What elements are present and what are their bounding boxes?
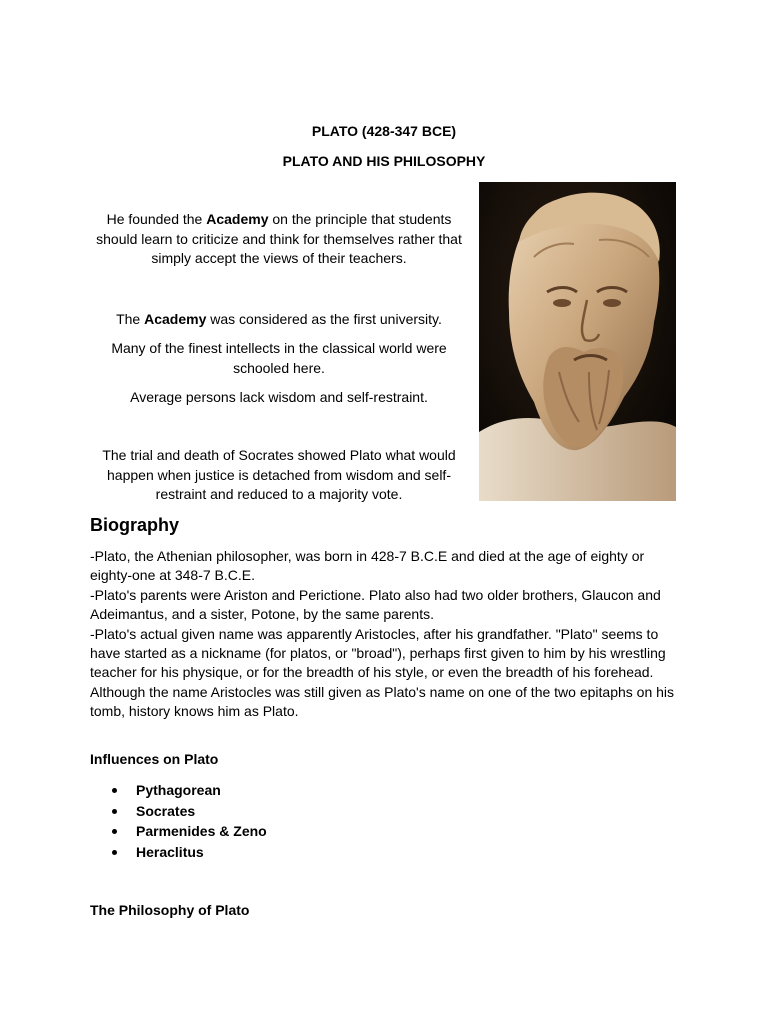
influences-list: [90, 780, 267, 862]
plato-bust-image: [479, 182, 676, 501]
bullet-icon: [112, 850, 117, 855]
document-title: PLATO (428-347 BCE): [311, 123, 457, 139]
biography-heading: Biography: [90, 515, 180, 535]
intro-first-university: The Academy was considered as the first university.: [116, 311, 442, 327]
plato-bust-illustration: [479, 182, 676, 501]
bullet-icon: [112, 788, 117, 793]
intro-wisdom: Average persons lack wisdom and self-restraint.: [130, 389, 428, 405]
biography-text: [90, 547, 685, 722]
intro-socrates-trial: The trial and death of Socrates showed Plato what would happen when justice is detached from wisdom and self-restraint and reduced to a majority vote.: [102, 447, 456, 502]
document-subtitle: PLATO AND HIS PHILOSOPHY: [282, 153, 486, 169]
list-item: Heraclitus: [90, 842, 267, 863]
biography-paragraph: -Plato, the Athenian philosopher, was born in 428-7 B.C.E and died at the age of eighty or eighty-one at 348-7 B.C.E.: [90, 548, 645, 584]
bullet-icon: [112, 829, 117, 834]
list-item: Parmenides & Zeno: [90, 821, 267, 842]
intro-finest-intellects: Many of the finest intellects in the classical world were schooled here.: [111, 340, 447, 376]
intro-academy-founding: He founded the Academy on the principle that students should learn to criticize and think for themselves rather that simply accept the views of their teachers.: [96, 211, 462, 266]
biography-paragraph: -Plato's parents were Ariston and Perictione. Plato also had two older brothers, Glaucon and Adeimantus, and a sister, Potone, by the same parents.: [90, 586, 661, 623]
list-item: Socrates: [90, 801, 267, 822]
biography-paragraph: -Plato's actual given name was apparently Aristocles, after his grandfather. "Plato" seems to have started as a nickname (for platos, or "broad"), perhaps first given to him by his wrestling teacher for his physique, or for the breadth of his style, or even the breadth of his forehead. Although the name Aristocles was still given as Plato's name on one of the two epitaphs on his tomb, history knows him as Plato.: [90, 625, 675, 720]
philosophy-heading: The Philosophy of Plato: [90, 902, 250, 918]
list-item: Pythagorean: [90, 780, 267, 801]
bullet-icon: [112, 809, 117, 814]
influences-heading: Influences on Plato: [90, 751, 219, 767]
